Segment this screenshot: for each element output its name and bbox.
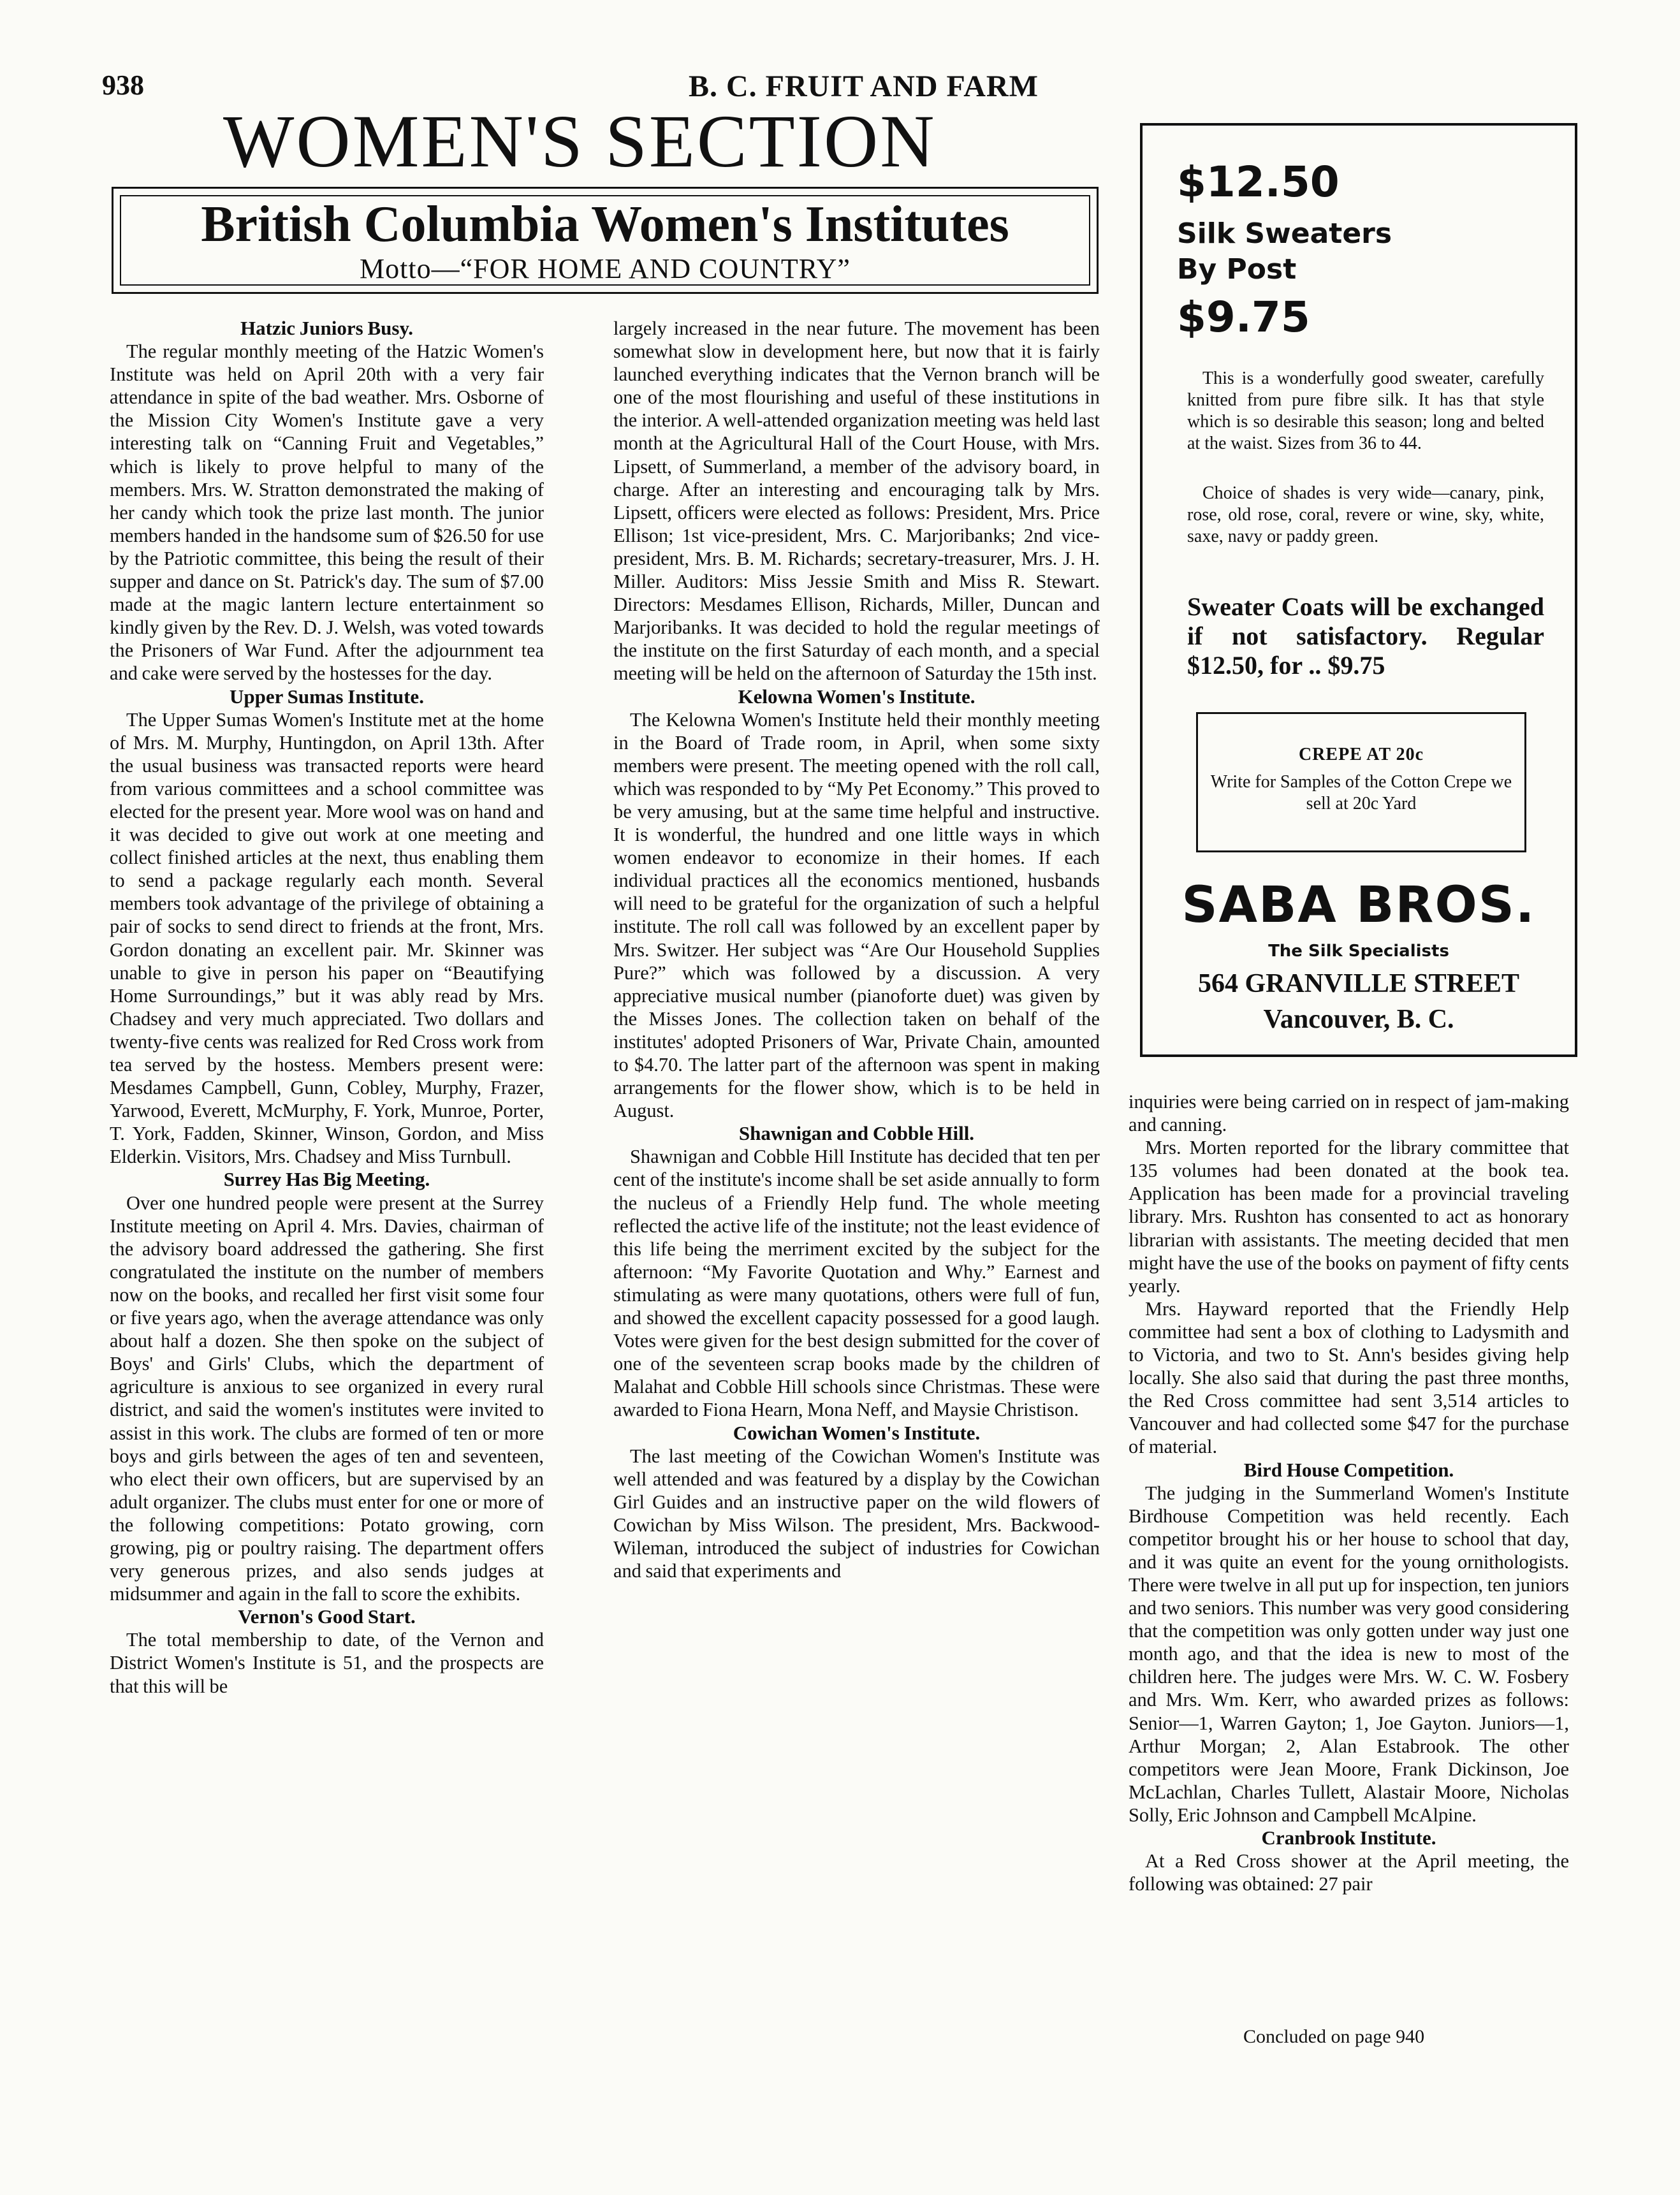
continued-notice: Concluded on page 940	[1243, 2026, 1425, 2047]
ad-shades-block	[1187, 483, 1544, 548]
article-heading-bird-house: Bird House Competition.	[1243, 1458, 1454, 1481]
ad-exchange-offer: Sweater Coats will be exchanged if not satisfactory. Regular $12.50, for .. $9.75	[1187, 592, 1544, 680]
crepe-heading: CREPE AT 20c	[1298, 745, 1424, 764]
article-body-upper-sumas: The Upper Sumas Women's Institute met at the home of Mrs. M. Murphy, Huntingdon, on April 13th. After the usual business was transacted reports were heard from various committees and a school committee was elected for the present year. More wool was on hand and it was decided to give out work at one meeting and collect finished articles at the next, thus enabling them to send a package regularly each month. Several members took advantage of the privilege of obtaining a pair of socks to send direct to friends at the front, Mrs. Gordon donating an excellent pair. Mr. Skinner was unable to give in person his paper on “Beautifying Home Surroundings,” but it was ably read by Mrs. Chadsey and very much appreciated. Two dollars and twenty-five cents was realized for Red Cross work from tea served by the hostess. Members present were: Mesdames Campbell, Gunn, Cobley, Murphy, Frazer, Yarwood, Everett, McMurphy, F. York, Munroe, Porter, T. York, Fadden, Skinner, Winson, Gordon, and Miss Elderkin. Visitors, Mrs. Chadsey and Miss Turnbull.	[110, 708, 544, 1168]
article-body-cowichan-friendly-help: Mrs. Hayward reported that the Friendly Help committee had sent a box of clothing to Ladysmith and to Victoria, and two to St. Ann's besides giving help locally. She also said that during the past three months, the Red Cross committee had sent 3,514 articles to Vancouver and had collected some $47 for the purchase of material.	[1129, 1297, 1569, 1458]
ad-tagline: The Silk Specialists	[1268, 942, 1449, 961]
institutes-motto: Motto—“FOR HOME AND COUNTRY”	[360, 253, 851, 284]
ad-shades: Choice of shades is very wide—canary, pink, rose, old rose, coral, revere or wine, sky, white, saxe, navy or paddy green.	[1187, 483, 1544, 546]
article-body-shawnigan: Shawnigan and Cobble Hill Institute has decided that ten per cent of the institute's income shall be set aside annually to form the nucleus of a Friendly Help fund. The whole meeting reflected the active life of the institute; not the least evidence of this life being the merriment excited by the subject for the afternoon: “My Favorite Quotation and Why.” Earnest and stimulating as were many quotations, others were full of fun, and showed the excellent capacity possessed for a good laugh. Votes were given for the best design submitted for the cover of one of the seventeen scrap books made by the children of Malahat and Cobble Hill schools since Christmas. These were awarded to Fiona Hearn, Mona Neff, and Maysie Christison.	[613, 1146, 1100, 1421]
ad-description-block	[1187, 368, 1544, 455]
article-body-kelowna: The Kelowna Women's Institute held their monthly meeting in the Board of Trade room, in April, when some sixty members were present. The meeting opened with the roll call, which was responded to by “My Pet Economy.” This proved to be very amusing, but at the same time helpful and instructive. It is wonderful, the hundred and one little ways in which women endeavor to economize in their homes. If each individual practices all the economics mentioned, husbands will need to be grateful for the organization of such a helpful institute. The roll call was followed by an excellent paper by Mrs. Switzer. Her subject was “Are Our Household Supplies Pure?” which was followed by a discussion. A very appreciative musical number (pianoforte duet) was given by the Misses Jones. The collection taken on behalf of the institutes' adopted Prisoners of War, Private Chain, amounted to $4.70. The latter part of the afternoon was spent in making arrangements for the flower show, which is to be held in August.	[613, 708, 1100, 1122]
article-body-vernon-start: The total membership to date, of the Vernon and District Women's Institute is 51, and the prospects are that this will be	[110, 1629, 544, 1697]
article-body-cowichan-start: The last meeting of the Cowichan Women's Institute was well attended and was featured by a display by the Cowichan Girl Guides and an instructive paper on the wild flowers of Cowichan by Miss Wilson. The president, Mrs. Backwood-Wileman, introduced the subject of industries for Cowichan and said that experiments and	[613, 1445, 1100, 1582]
ad-product-name	[1177, 216, 1392, 288]
article-body-vernon-continued: largely increased in the near future. The movement has been somewhat slow in development here, but now that it is fairly launched everything indicates that the Vernon branch will be one of the most flourishing and useful of these institutions in the interior. A well-attended organization meeting was held last month at the Agricultural Hall of the Court House, with Mrs. Lipsett, of Summerland, a member of the advisory board, in charge. After an interesting and encouraging talk by Mrs. Lipsett, officers were elected as follows: President, Mrs. Price Ellison; 1st vice-president, Mrs. C. Marjoribanks; 2nd vice-president, Mrs. B. M. Richards; secretary-treasurer, Mrs. J. H. Miller. Auditors: Miss Jessie Smith and Miss R. Stewart. Directors: Mesdames Ellison, Richards, Miller, Duncan and Marjoribanks. It was decided to hold the regular meetings of the institute on the first Saturday of each month, and a special meeting will be held on the afternoon of Saturday the 15th inst.	[613, 317, 1100, 685]
ad-address-city: Vancouver, B. C.	[1263, 1005, 1454, 1034]
page-number: 938	[102, 69, 144, 101]
section-title: WOMEN'S SECTION	[223, 99, 937, 183]
article-heading-cowichan: Cowichan Women's Institute.	[733, 1421, 981, 1444]
article-heading-hatzic: Hatzic Juniors Busy.	[240, 317, 413, 339]
institutes-title: British Columbia Women's Institutes	[201, 196, 1009, 252]
article-body-cowichan-continued: inquiries were being carried on in respect of jam-making and canning.	[1129, 1091, 1569, 1136]
article-heading-cranbrook: Cranbrook Institute.	[1261, 1827, 1436, 1849]
ad-description: This is a wonderfully good sweater, carefully knitted from pure fibre silk. It has that style which is so desirable this season; long and belted at the waist. Sizes from 36 to 44.	[1187, 368, 1544, 453]
crepe-text: Write for Samples of the Cotton Crepe we sell at 20c Yard	[1210, 772, 1512, 813]
ad-regular-price: $12.50	[1177, 157, 1340, 207]
ad-address-street: 564 GRANVILLE STREET	[1197, 969, 1520, 998]
article-column-2	[613, 317, 1100, 1582]
article-column-1	[110, 317, 544, 1698]
article-body-bird-house: The judging in the Summerland Women's Institute Birdhouse Competition was held recently. Each competitor brought his or her house to school that day, and it was quite an event for the young ornithologists. There were twelve in all put up for inspection, ten juniors and two seniors. This number was very good considering that the competition was only gotten under way just one month ago, and that the idea is new to most of the children here. The judges were Mrs. W. C. W. Fosbery and Mrs. Wm. Kerr, who awarded prizes as follows: Senior—1, Warren Gayton; 1, Joe Gayton. Juniors—1, Arthur Morgan; 2, Alan Estabrook. The other competitors were Jean Moore, Frank Dickinson, Joe McLachlan, Charles Tullett, Alastair Moore, Nicholas Solly, Eric Johnson and Campbell McAlpine.	[1129, 1482, 1569, 1826]
institutes-title-box	[112, 187, 1099, 294]
article-body-surrey: Over one hundred people were present at the Surrey Institute meeting on April 4. Mrs. Davies, chairman of the advisory board addressed the gathering. She first congratulated the institute on the number of members now on the books, and recalled her first visit some four or five years ago, when the average attendance was only about half a dozen. She then spoke on the subject of Boys' and Girls' Clubs, which the department of agriculture is anxious to see organized in every rural district, and said the women's institutes were invited to assist in this work. The clubs are formed of ten or more boys and girls between the ages of ten and seventeen, who elect their own officers, but are supervised by an adult organizer. The clubs must enter for one or more of the following competitions: Potato growing, corn growing, pig or poultry raising. The department offers very generous prizes, and also sends judges at midsummer and again in the fall to score the exhibits.	[110, 1192, 544, 1605]
article-column-3	[1129, 1090, 1569, 1895]
ad-address	[1143, 966, 1575, 1037]
ad-product-line-1: Silk Sweaters	[1177, 217, 1392, 250]
saba-bros-advertisement	[1140, 123, 1577, 1057]
article-heading-vernon: Vernon's Good Start.	[238, 1605, 416, 1628]
running-title: B. C. FRUIT AND FARM	[689, 69, 1039, 103]
ad-product-line-2: By Post	[1177, 253, 1297, 286]
article-heading-surrey: Surrey Has Big Meeting.	[223, 1168, 430, 1191]
ad-brand: SABA BROS.	[1181, 877, 1536, 934]
crepe-offer-box	[1196, 712, 1526, 852]
article-body-hatzic: The regular monthly meeting of the Hatzic Women's Institute was held on April 20th with a very fair attendance in spite of the bad weather. Mrs. Osborne of the Mission City Women's Institute gave a very interesting talk on “Canning Fruit and Vegetables,” which is likely to prove helpful to many of the members. Mrs. W. Stratton demonstrated the making of her candy which took the prize last month. The junior members handed in the handsome sum of $26.50 for use by the Patriotic committee, this being the result of their supper and dance on St. Patrick's day. The sum of $7.00 made at the magic lantern lecture entertainment so kindly given by the Rev. D. J. Welsh, was voted towards the Prisoners of War Fund. After the adjournment tea and cake were served by the hostesses for the day.	[110, 340, 544, 685]
article-heading-kelowna: Kelowna Women's Institute.	[738, 685, 975, 708]
article-body-cranbrook: At a Red Cross shower at the April meeting, the following was obtained: 27 pair	[1129, 1850, 1569, 1895]
article-body-cowichan-library: Mrs. Morten reported for the library committee that 135 volumes had been donated at the book tea. Application has been made for a provincial traveling library. Mrs. Rushton has consented to act as honorary librarian with assistants. The meeting decided that men might have the use of the books on payment of fifty cents yearly.	[1129, 1137, 1569, 1297]
article-heading-shawnigan: Shawnigan and Cobble Hill.	[738, 1122, 975, 1145]
article-heading-upper-sumas: Upper Sumas Institute.	[230, 685, 424, 708]
ad-sale-price: $9.75	[1177, 293, 1310, 342]
